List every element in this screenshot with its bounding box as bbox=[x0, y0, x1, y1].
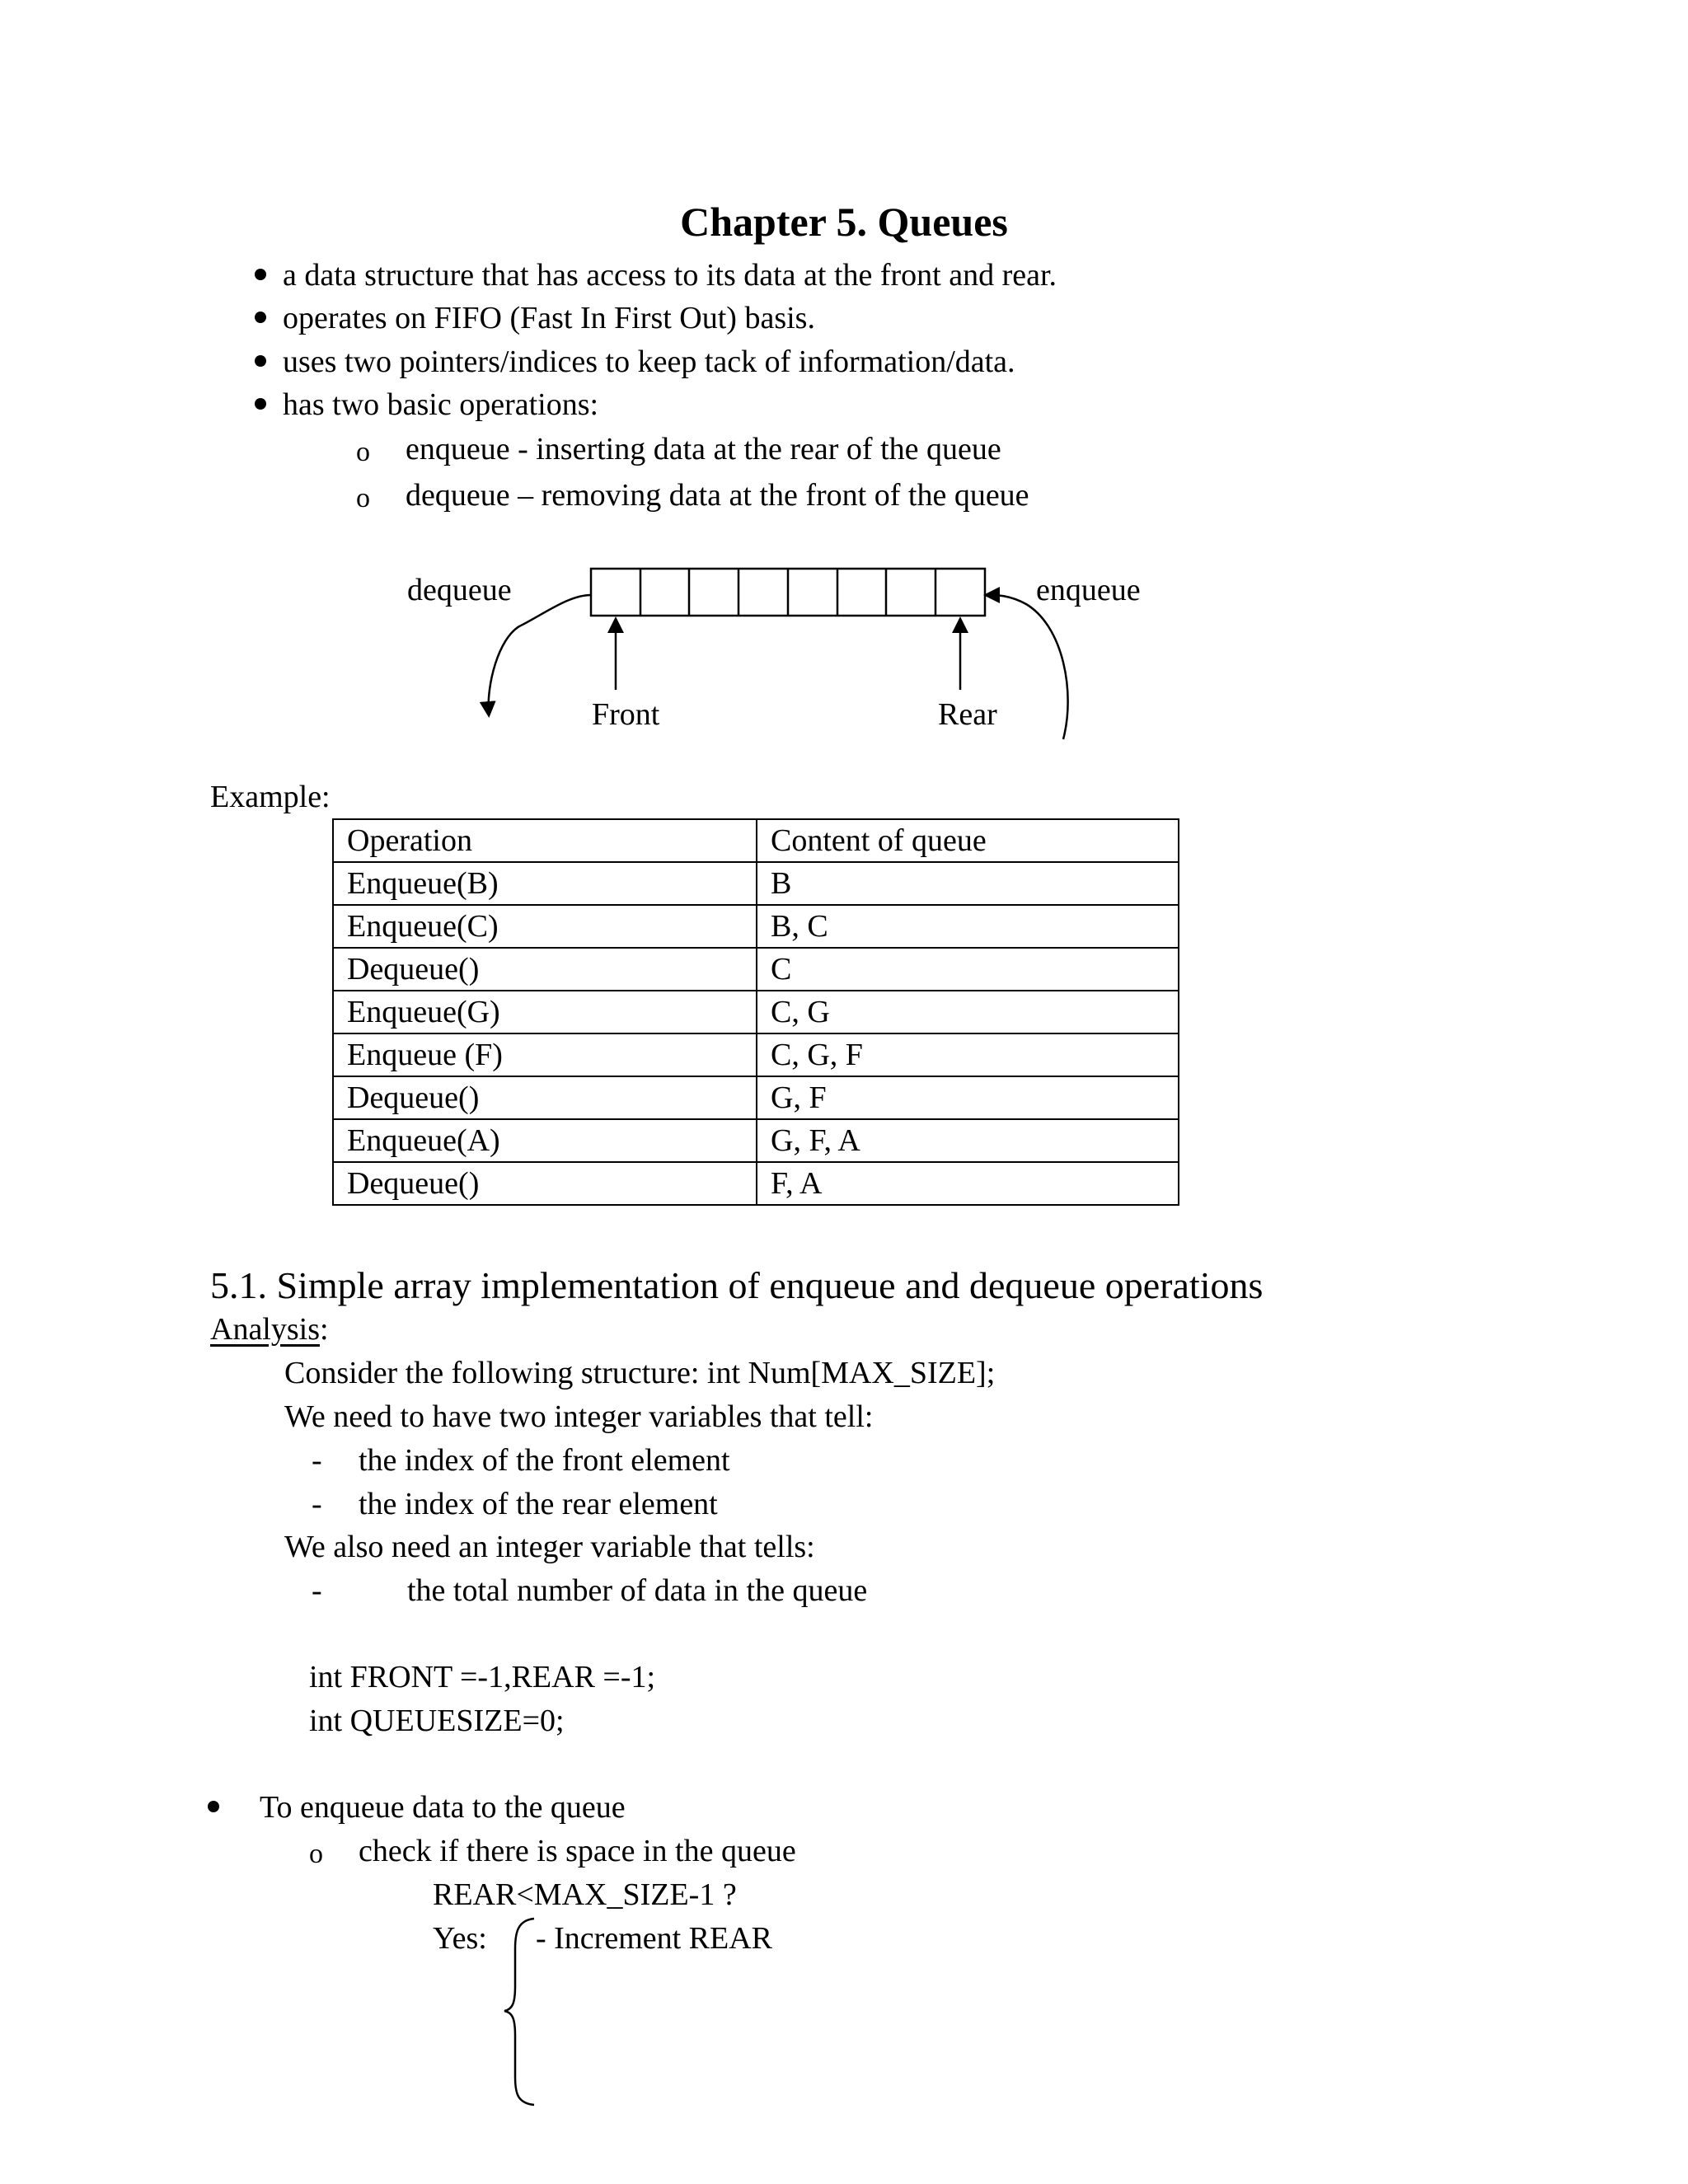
table-row bbox=[333, 991, 1179, 1033]
enqueue-bullet-text: To enqueue data to the queue bbox=[260, 1790, 626, 1825]
analysis-line-1: Consider the following structure: int Num[MAX_SIZE]; bbox=[284, 1356, 996, 1390]
enqueue-sub-text: check if there is space in the queue bbox=[359, 1834, 796, 1868]
table-cell: C, G bbox=[757, 991, 1179, 1033]
code-line-2: int QUEUESIZE=0; bbox=[309, 1704, 565, 1738]
enqueue-label: enqueue bbox=[1036, 573, 1141, 607]
yes-action: - Increment REAR bbox=[536, 1921, 773, 1956]
table-cell: C, G, F bbox=[757, 1033, 1179, 1076]
example-table bbox=[332, 818, 1179, 1206]
operation-dequeue-text: dequeue – removing data at the front of the queue bbox=[406, 478, 1029, 513]
table-cell: Dequeue() bbox=[333, 1076, 757, 1119]
enqueue-arrow bbox=[987, 595, 1068, 739]
table-cell: Enqueue(A) bbox=[333, 1119, 757, 1162]
table-header-cell: Operation bbox=[333, 819, 757, 862]
table-cell: C bbox=[757, 948, 1179, 991]
dash-marker: - bbox=[312, 1573, 322, 1608]
rear-label: Rear bbox=[938, 697, 997, 732]
circle-bullet-icon: o bbox=[356, 483, 370, 513]
table-row bbox=[333, 1119, 1179, 1162]
queue-diagram bbox=[0, 0, 1688, 758]
analysis-colon: : bbox=[320, 1312, 329, 1347]
analysis-label: Analysis bbox=[210, 1312, 320, 1347]
table-cell: Dequeue() bbox=[333, 948, 757, 991]
table-cell: B, C bbox=[757, 905, 1179, 948]
operation-enqueue-text: enqueue - inserting data at the rear of the queue bbox=[406, 432, 1001, 466]
bullet-text: uses two pointers/indices to keep tack of information/data. bbox=[283, 344, 1015, 379]
table-cell: Dequeue() bbox=[333, 1162, 757, 1205]
table-cell: Enqueue(G) bbox=[333, 991, 757, 1033]
table-row bbox=[333, 862, 1179, 905]
example-label: Example: bbox=[210, 780, 331, 814]
bullet-text: a data structure that has access to its data at the front and rear. bbox=[283, 258, 1057, 293]
table-cell: B bbox=[757, 862, 1179, 905]
dash-marker: - bbox=[312, 1487, 322, 1521]
condition-text: REAR<MAX_SIZE-1 ? bbox=[433, 1877, 737, 1912]
table-cell: Enqueue(C) bbox=[333, 905, 757, 948]
dequeue-arrow bbox=[489, 595, 591, 715]
section-heading: 5.1. Simple array implementation of enqueue and dequeue operations bbox=[210, 1264, 1264, 1306]
dash-item-front: the index of the front element bbox=[359, 1443, 730, 1478]
bullet-icon bbox=[208, 1801, 219, 1812]
dash-marker: - bbox=[312, 1443, 322, 1478]
analysis-label-group bbox=[210, 1314, 329, 1345]
table-cell: Enqueue(B) bbox=[333, 862, 757, 905]
yes-label: Yes: bbox=[433, 1921, 487, 1956]
dequeue-label: dequeue bbox=[407, 573, 512, 607]
bullet-text: operates on FIFO (Fast In First Out) basis. bbox=[283, 301, 815, 335]
table-cell: G, F, A bbox=[757, 1119, 1179, 1162]
analysis-line-2: We need to have two integer variables that tell: bbox=[284, 1399, 874, 1434]
table-cell: Enqueue (F) bbox=[333, 1033, 757, 1076]
circle-bullet-icon: o bbox=[309, 1839, 323, 1869]
queue-cells bbox=[591, 569, 985, 616]
table-header-cell: Content of queue bbox=[757, 819, 1179, 862]
table-row bbox=[333, 1162, 1179, 1205]
table-row bbox=[333, 1076, 1179, 1119]
table-cell: F, A bbox=[757, 1162, 1179, 1205]
table-row bbox=[333, 1033, 1179, 1076]
table-cell: G, F bbox=[757, 1076, 1179, 1119]
analysis-line-3: We also need an integer variable that tells: bbox=[284, 1530, 815, 1564]
page-title: Chapter 5. Queues bbox=[680, 199, 1008, 245]
example-table-body bbox=[333, 819, 1179, 1205]
bullet-text: has two basic operations: bbox=[283, 387, 599, 422]
circle-bullet-icon: o bbox=[356, 437, 370, 467]
table-header-row bbox=[333, 819, 1179, 862]
table-row bbox=[333, 905, 1179, 948]
front-label: Front bbox=[592, 697, 660, 732]
dash-item-total: the total number of data in the queue bbox=[407, 1573, 868, 1608]
table-row bbox=[333, 948, 1179, 991]
dash-item-rear: the index of the rear element bbox=[359, 1487, 718, 1521]
code-line-1: int FRONT =-1,REAR =-1; bbox=[309, 1660, 656, 1694]
